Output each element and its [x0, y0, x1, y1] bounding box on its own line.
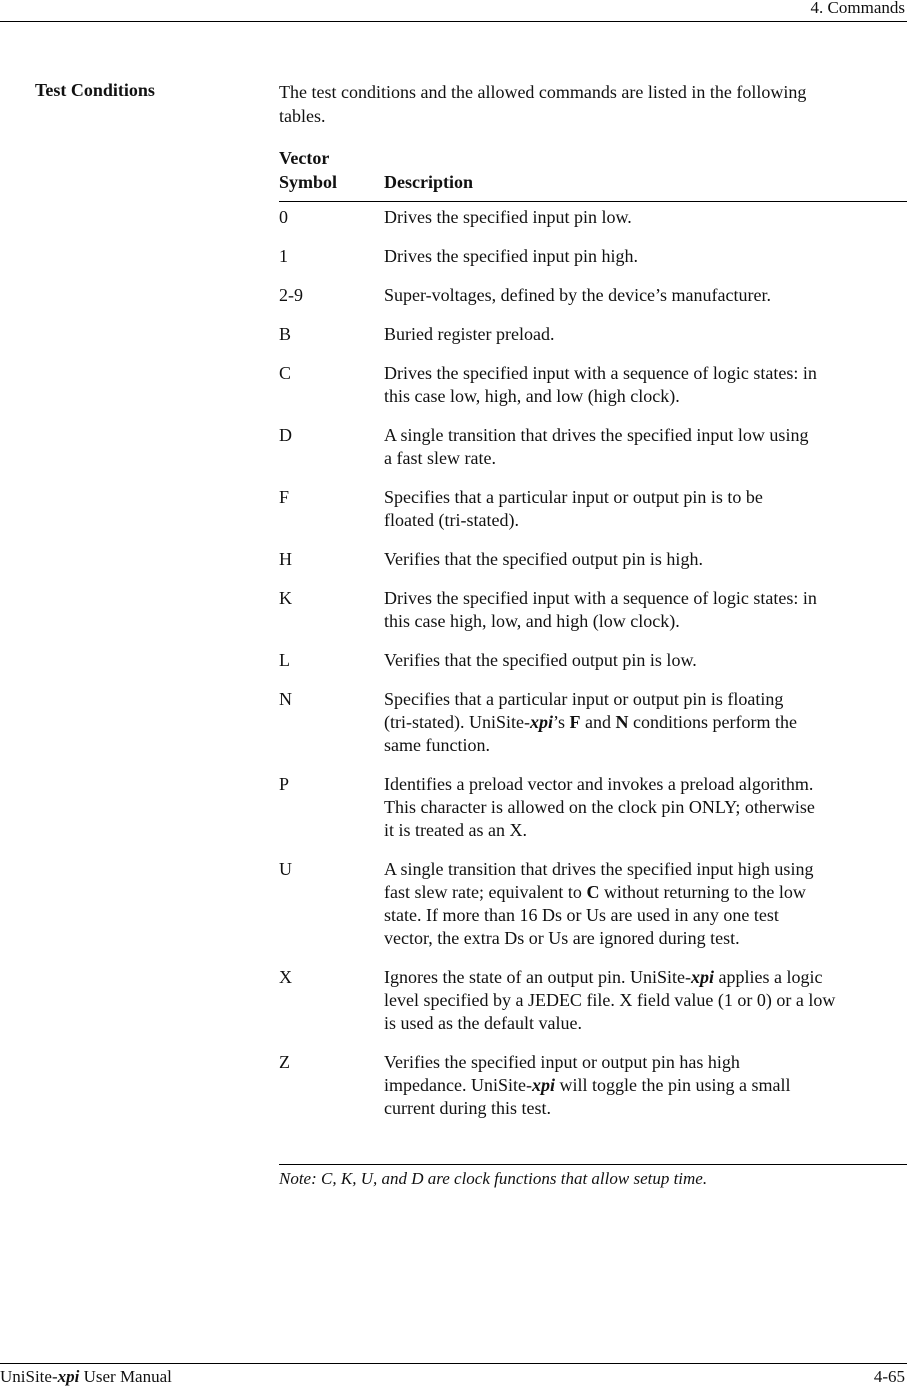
- text-segment: Buried register preload.: [384, 324, 555, 344]
- text-segment: without returning to the low: [599, 882, 806, 902]
- text-segment: A single transition that drives the specified input high using: [384, 859, 814, 879]
- table-row: [279, 649, 907, 672]
- vector-symbol: X: [279, 967, 292, 987]
- symbol-description: [384, 688, 797, 757]
- symbol-description: [384, 587, 817, 633]
- description-line: [384, 1097, 790, 1120]
- text-segment: F: [569, 712, 581, 732]
- text-segment: N: [615, 712, 629, 732]
- vector-symbol: B: [279, 324, 292, 344]
- vector-symbol: H: [279, 549, 292, 569]
- table-row: [279, 688, 907, 757]
- text-segment: and: [580, 712, 616, 732]
- vector-symbol: F: [279, 487, 290, 507]
- text-segment: Drives the specified input pin low.: [384, 207, 632, 227]
- table-row: [279, 858, 907, 950]
- text-segment: impedance. UniSite-: [384, 1075, 532, 1095]
- symbol-description: [384, 486, 763, 532]
- text-segment: Verifies the specified input or output pin has high: [384, 1052, 740, 1072]
- symbol-description: [384, 206, 632, 229]
- table-row: [279, 773, 907, 842]
- text-segment: xpi: [529, 712, 553, 732]
- header-rule: [0, 21, 907, 22]
- text-segment: will toggle the pin using a small: [554, 1075, 791, 1095]
- description-line: [384, 688, 797, 711]
- text-segment: Drives the specified input pin high.: [384, 246, 638, 266]
- text-segment: Verifies that the specified output pin is high.: [384, 549, 703, 569]
- description-line: [384, 881, 813, 904]
- text-segment: Identifies a preload vector and invokes a preload algorithm.: [384, 774, 814, 794]
- text-segment: Ignores the state of an output pin. UniSite-: [384, 967, 691, 987]
- text-segment: it is treated as an X.: [384, 820, 527, 840]
- text-segment: Drives the specified input with a sequence of logic states: in: [384, 588, 817, 608]
- description-line: [384, 587, 817, 610]
- symbol-description: [384, 649, 697, 672]
- description-line: [384, 1012, 835, 1035]
- footer-product-em: xpi: [57, 1367, 80, 1386]
- table-header-rule: [279, 201, 907, 202]
- vector-symbol: 2-9: [279, 285, 303, 305]
- description-line: [384, 509, 763, 532]
- table-row: [279, 284, 907, 307]
- description-line: [384, 206, 632, 229]
- description-line: [384, 858, 813, 881]
- vector-symbol: U: [279, 859, 292, 879]
- intro-paragraph: [279, 80, 907, 128]
- table-row: [279, 966, 907, 1035]
- description-line: [384, 904, 813, 927]
- symbol-description: [384, 548, 703, 571]
- vector-symbol: C: [279, 363, 292, 383]
- text-segment: a fast slew rate.: [384, 448, 496, 468]
- text-segment: (tri-stated). UniSite-: [384, 712, 530, 732]
- description-line: [384, 819, 815, 842]
- text-segment: Verifies that the specified output pin is low.: [384, 650, 697, 670]
- table-row: [279, 323, 907, 346]
- footer-product: UniSite-: [0, 1367, 58, 1386]
- description-line: [384, 796, 815, 819]
- symbol-description: [384, 284, 771, 307]
- header-line: Vector: [279, 148, 330, 168]
- text-segment: current during this test.: [384, 1098, 551, 1118]
- description-line: [384, 773, 815, 796]
- section-title: Test Conditions: [35, 80, 155, 100]
- text-segment: xpi: [690, 967, 714, 987]
- description-line: [384, 1074, 790, 1097]
- symbol-description: [384, 362, 817, 408]
- running-header: 4. Commands: [810, 0, 905, 17]
- table-row: [279, 206, 907, 229]
- text-segment: xpi: [531, 1075, 555, 1095]
- vector-symbol-table: [279, 206, 907, 1136]
- description-line: [384, 385, 817, 408]
- description-line: [384, 424, 808, 447]
- description-line: [384, 284, 771, 307]
- note-rule: [279, 1164, 907, 1165]
- text-segment: state. If more than 16 Ds or Us are used in any one test: [384, 905, 779, 925]
- column-header-description: Description: [384, 172, 473, 192]
- vector-symbol: K: [279, 588, 292, 608]
- symbol-description: [384, 858, 813, 950]
- footer-manual: User Manual: [79, 1367, 172, 1386]
- text-segment: this case low, high, and low (high clock).: [384, 386, 680, 406]
- vector-symbol: L: [279, 650, 290, 670]
- intro-line: The test conditions and the allowed commands are listed in the following: [279, 82, 807, 102]
- description-line: [384, 989, 835, 1012]
- text-segment: applies a logic: [713, 967, 823, 987]
- description-line: [384, 711, 797, 734]
- text-segment: C: [586, 882, 600, 902]
- table-row: [279, 486, 907, 532]
- description-line: [384, 649, 697, 672]
- vector-symbol: 0: [279, 207, 288, 227]
- text-segment: floated (tri-stated).: [384, 510, 519, 530]
- symbol-description: [384, 323, 554, 346]
- symbol-description: [384, 773, 815, 842]
- table-row: [279, 548, 907, 571]
- symbol-description: [384, 966, 835, 1035]
- vector-symbol: Z: [279, 1052, 290, 1072]
- table-row: [279, 1051, 907, 1120]
- text-segment: Drives the specified input with a sequence of logic states: in: [384, 363, 817, 383]
- vector-symbol: N: [279, 689, 292, 709]
- text-segment: level specified by a JEDEC file. X field value (1 or 0) or a low: [384, 990, 836, 1010]
- description-line: [384, 966, 835, 989]
- text-segment: ’s: [552, 712, 570, 732]
- description-line: [384, 927, 813, 950]
- text-segment: conditions perform the: [628, 712, 797, 732]
- table-row: [279, 424, 907, 470]
- vector-symbol: 1: [279, 246, 288, 266]
- table-row: [279, 362, 907, 408]
- description-line: [384, 323, 554, 346]
- header-line: Symbol: [279, 172, 338, 192]
- table-row: [279, 587, 907, 633]
- description-line: [384, 447, 808, 470]
- description-line: [384, 548, 703, 571]
- text-segment: Super-voltages, defined by the device’s manufacturer.: [384, 285, 771, 305]
- text-segment: this case high, low, and high (low clock).: [384, 611, 680, 631]
- text-segment: Specifies that a particular input or output pin is floating: [384, 689, 784, 709]
- description-line: [384, 362, 817, 385]
- symbol-description: [384, 424, 808, 470]
- description-line: [384, 610, 817, 633]
- text-segment: This character is allowed on the clock pin ONLY; otherwise: [384, 797, 815, 817]
- intro-line: tables.: [279, 106, 326, 126]
- vector-symbol: P: [279, 774, 290, 794]
- symbol-description: [384, 1051, 790, 1120]
- text-segment: Specifies that a particular input or output pin is to be: [384, 487, 763, 507]
- footer-rule: [0, 1363, 907, 1364]
- text-segment: vector, the extra Ds or Us are ignored during test.: [384, 928, 740, 948]
- text-segment: A single transition that drives the specified input low using: [384, 425, 809, 445]
- column-header-symbol: [279, 146, 337, 194]
- description-line: [384, 486, 763, 509]
- symbol-description: [384, 245, 638, 268]
- footer-title: [0, 1367, 172, 1387]
- description-line: [384, 245, 638, 268]
- table-row: [279, 245, 907, 268]
- description-line: [384, 734, 797, 757]
- vector-symbol: D: [279, 425, 292, 445]
- page-number: 4-65: [873, 1367, 905, 1386]
- text-segment: same function.: [384, 735, 490, 755]
- text-segment: is used as the default value.: [384, 1013, 582, 1033]
- text-segment: fast slew rate; equivalent to: [384, 882, 587, 902]
- table-note: Note: C, K, U, and D are clock functions that allow setup time.: [279, 1169, 708, 1188]
- description-line: [384, 1051, 790, 1074]
